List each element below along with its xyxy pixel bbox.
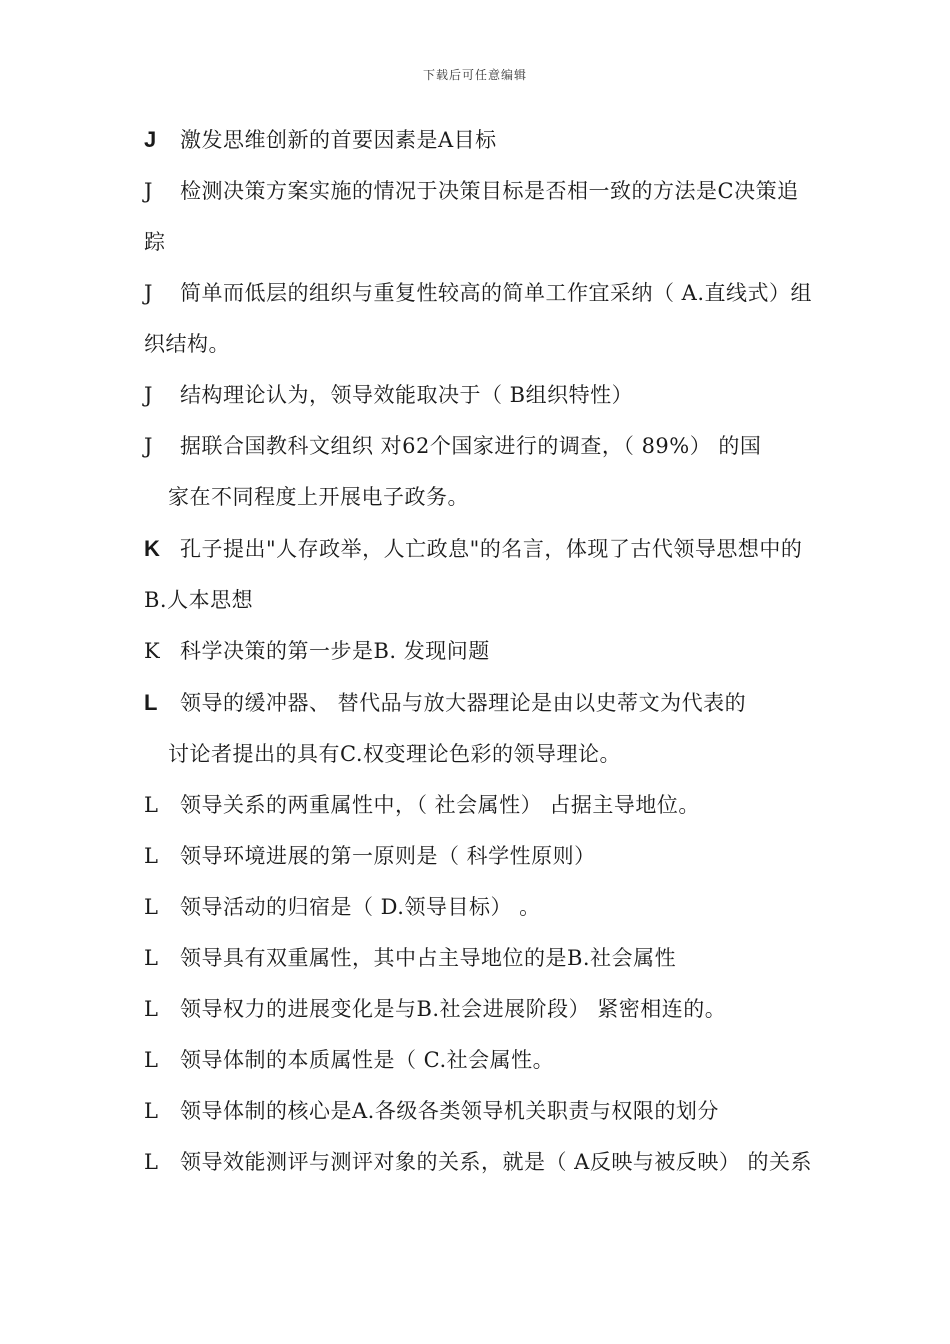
index-letter: L [144,997,159,1021]
index-letter: L [144,690,158,715]
entry-text: 孔子提出"人存政举，人亡政息"的名言，体现了古代领导思想中的B.人本思想 [144,537,803,612]
entry-text-continued: 讨论者提出的具有C.权变理论色彩的领导理论。 [168,742,621,766]
index-letter: J [144,281,153,305]
list-item [144,166,812,268]
entry-text: 结构理论认为，领导效能取决于（ B组织特性） [180,383,634,407]
entry-text: 激发思维创新的首要因素是A目标 [180,128,497,152]
header-note: 下载后可任意编辑 [422,68,527,82]
list-item [144,523,812,626]
list-item [144,984,812,1035]
index-letter: K [144,639,161,663]
list-item [144,370,812,421]
index-letter: L [144,793,159,817]
list-item [144,831,812,882]
entry-text-continued: 家在不同程度上开展电子政务。 [168,485,469,509]
entry-text: 领导活动的归宿是（ D.领导目标） 。 [180,895,541,919]
index-letter: J [144,127,157,152]
entry-text: 领导效能测评与测评对象的关系，就是（ A反映与被反映） 的关系 [180,1150,813,1174]
list-item [144,1137,812,1188]
index-letter: J [144,434,153,458]
entry-text: 领导的缓冲器、 替代品与放大器理论是由以史蒂文为代表的 [180,691,747,715]
entry-text: 领导权力的进展变化是与B.社会进展阶段） 紧密相连的。 [180,997,727,1021]
entry-list [144,114,812,1188]
list-item [144,1086,812,1137]
entry-text: 简单而低层的组织与重复性较高的简单工作宜采纳（ A.直线式）组织结构。 [144,281,813,356]
entry-text: 领导环境进展的第一原则是（ 科学性原则） [180,844,596,868]
entry-text: 领导体制的核心是A.各级各类领导机关职责与权限的划分 [180,1099,719,1123]
index-letter: L [144,895,159,919]
entry-text: 检测决策方案实施的情况于决策目标是否相一致的方法是C决策追踪 [144,179,799,254]
index-letter: J [144,179,153,203]
list-item [144,933,812,984]
list-item [144,114,812,166]
list-item [144,677,812,780]
entry-text: 领导体制的本质属性是（ C.社会属性。 [180,1048,555,1072]
list-item [144,780,812,831]
index-letter: K [144,536,161,561]
index-letter: L [144,946,159,970]
index-letter: J [144,383,153,407]
list-item [144,626,812,677]
index-letter: L [144,1150,159,1174]
list-item [144,268,812,370]
entry-text: 领导具有双重属性，其中占主导地位的是B.社会属性 [180,946,677,970]
list-item [144,421,812,523]
entry-text: 科学决策的第一步是B. 发现问题 [180,639,490,663]
entry-text: 据联合国教科文组织 对62个国家进行的调查，（ 89%） 的国 [180,434,762,458]
index-letter: L [144,1099,159,1123]
index-letter: L [144,1048,159,1072]
index-letter: L [144,844,159,868]
list-item [144,882,812,933]
entry-text: 领导关系的两重属性中，（ 社会属性） 占据主导地位。 [180,793,700,817]
list-item [144,1035,812,1086]
